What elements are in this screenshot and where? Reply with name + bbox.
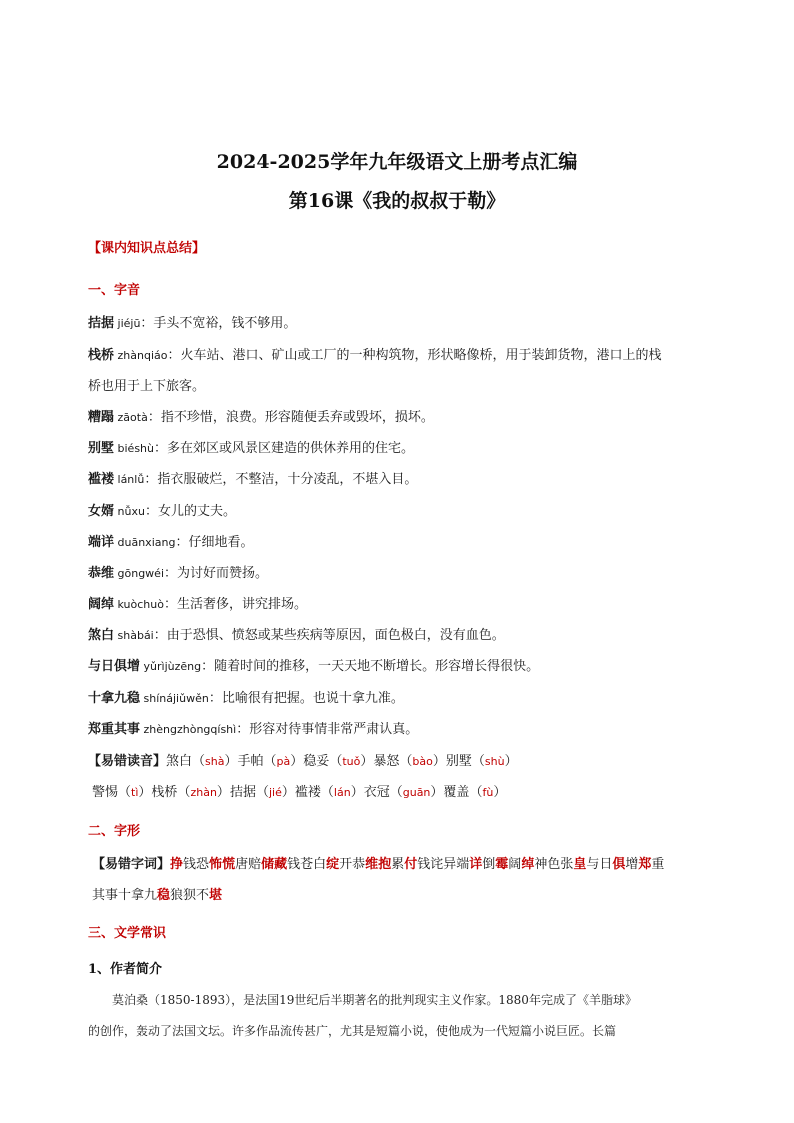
vocab-definition: ：仔细地看。 [175,535,254,550]
glyph-text: 神色张 [534,857,574,872]
vocab-pinyin: biéshù [114,442,154,455]
page-title: 2024-2025学年九年级语文上册考点汇编 [216,151,578,173]
vocab-pinyin: duānxiang [114,536,176,549]
vocab-pinyin: shàbái [114,629,154,642]
glyph-label: 【易错字词】 [92,857,171,872]
reading-word: 暴怒 [373,754,400,769]
reading-pinyin: jié [268,786,282,799]
vocab-item [88,406,434,425]
reading-word: 别墅 [445,754,472,769]
glyph-text: 唐赔 [235,857,262,872]
reading-pinyin: guān [402,786,431,799]
section-pronunciation-heading: 一、字音 [88,283,141,298]
glyph-text: 开恭 [339,857,366,872]
glyph-text: 狼狈不 [170,888,210,903]
glyph-highlight: 储 [261,857,275,872]
vocab-term: 栈桥 [88,348,115,363]
vocab-definition: ：指衣服破烂，不整洁，十分凌乱，不堪入目。 [144,472,418,487]
vocab-item [88,687,404,706]
reading-pinyin: shà [205,755,225,768]
vocab-item [88,312,296,331]
glyph-highlight: 郑 [638,857,652,872]
reading-pinyin: shù [484,755,505,768]
glyph-text: 与日 [586,857,613,872]
vocab-definition: ：指不珍惜，浪费。形容随便丢弃或毁坏，损坏。 [147,410,434,425]
reading-pinyin: zhàn [190,786,217,799]
author-subheading: 1、作者简介 [88,962,163,977]
glyph-items-1 [170,857,664,872]
glyph-highlight: 绰 [521,857,535,872]
glyph-text: 增 [625,857,639,872]
lesson-title: 第16课《我的叔叔于勒》 [288,190,506,212]
vocab-pinyin: gōngwéi [114,567,164,580]
reading-pinyin: bào [412,755,433,768]
glyph-text: 钱恐 [183,857,210,872]
glyph-text: 阔 [508,857,522,872]
glyph-items-2 [92,888,222,903]
vocab-term: 阔绰 [88,597,115,612]
vocab-item [88,375,205,394]
reading-word: 稳妥 [303,754,330,769]
glyph-highlight: 稳 [157,888,171,903]
vocab-pinyin: shínájiǔwěn [140,692,209,705]
glyph-highlight: 挣 [170,857,184,872]
author-paragraph-line: 的创作，轰动了法国文坛。许多作品流传甚广，尤其是短篇小说，使他成为一代短篇小说巨匠。长篇 [88,1024,617,1038]
vocab-item [88,500,236,519]
reading-word: 警惕 [92,785,119,800]
vocab-definition: ：多在郊区或风景区建造的供休养用的住宅。 [154,441,415,456]
section-glyph-heading: 二、字形 [88,824,141,839]
glyph-highlight: 皇 [573,857,587,872]
vocab-definition: ：由于恐惧、愤怒或某些疾病等原因，面色极白，没有血色。 [153,628,505,643]
reading-pinyin: lán [333,786,351,799]
reading-word: 拮据 [229,785,256,800]
vocab-pinyin: zhèngzhòngqíshì [140,723,237,736]
vocab-term: 郑重其事 [88,722,141,737]
reading-pinyin: fù [482,786,494,799]
glyph-line-2 [92,884,222,903]
reading-word: 栈桥 [151,785,178,800]
vocab-definition: 桥也用于上下旅客。 [88,379,206,394]
vocab-pinyin: kuòchuò [114,598,164,611]
vocab-item [88,624,505,643]
vocab-definition: ：随着时间的推移，一天天地不断增长。形容增长得很快。 [201,659,540,674]
vocab-definition: ：生活奢侈，讲究排场。 [163,597,307,612]
glyph-highlight: 抱 [378,857,392,872]
reading-line-2 [92,781,506,800]
glyph-text: 累 [391,857,405,872]
vocab-pinyin: jiéjū [114,317,141,330]
vocab-pinyin: zhànqiáo [114,349,168,362]
reading-word: 煞白 [166,754,193,769]
reading-word: 衣冠 [363,785,390,800]
reading-pinyin: pà [276,755,291,768]
vocab-item [88,531,253,550]
reading-items-1: 煞白（shà）手帕（pà）稳妥（tuǒ）暴怒（bào）别墅（shù） [166,754,518,769]
vocab-item [88,468,417,487]
vocab-pinyin: zāotà [114,411,148,424]
vocab-term: 十拿九稳 [88,691,141,706]
glyph-highlight: 藏 [274,857,288,872]
glyph-text: 钱苍白 [287,857,327,872]
reading-line-1 [88,750,518,769]
vocab-term: 端详 [88,535,115,550]
glyph-highlight: 详 [469,857,483,872]
vocab-definition: ：女儿的丈夫。 [144,504,236,519]
reading-items-2: 警惕（tì）栈桥（zhàn）拮据（jié）褴褛（lán）衣冠（guān）覆盖（fù） [92,785,507,800]
vocab-pinyin: lánlǚ [114,473,145,486]
reading-word: 覆盖 [443,785,470,800]
vocab-term: 别墅 [88,441,115,456]
reading-word: 褴褛 [294,785,321,800]
vocab-term: 女婿 [88,504,115,519]
vocab-term: 拮据 [88,316,115,331]
vocab-term: 恭维 [88,566,115,581]
glyph-highlight: 怖 [209,857,223,872]
reading-pinyin: tuǒ [342,755,361,768]
glyph-highlight: 绽 [326,857,340,872]
glyph-text: 倒 [482,857,496,872]
section-literature-heading: 三、文学常识 [88,926,167,941]
summary-heading: 【课内知识点总结】 [88,241,206,256]
glyph-text: 重 [651,857,665,872]
vocab-definition: ：形容对待事情非常严肃认真。 [236,722,419,737]
vocab-definition: ：火车站、港口、矿山或工厂的一种构筑物，形状略像桥，用于装卸货物，港口上的栈 [167,348,662,363]
reading-pinyin: tì [131,786,139,799]
vocab-item [88,562,268,581]
vocab-item [88,437,414,456]
glyph-text: 其事十拿九 [92,888,158,903]
vocab-definition: ：为讨好而赞扬。 [164,566,269,581]
glyph-highlight: 霉 [495,857,509,872]
vocab-item [88,344,662,363]
glyph-highlight: 维 [365,857,379,872]
vocab-definition: ：比喻很有把握。也说十拿九准。 [208,691,404,706]
glyph-line-1 [92,853,664,872]
vocab-term: 与日俱增 [88,659,141,674]
vocab-term: 褴褛 [88,472,115,487]
vocab-definition: ：手头不宽裕，钱不够用。 [140,316,297,331]
vocab-item [88,655,539,674]
glyph-highlight: 付 [404,857,418,872]
author-paragraph-line: 莫泊桑（1850-1893），是法国19世纪后半期著名的批判现实主义作家。1880年完成了《羊脂球》 [112,993,637,1007]
vocab-term: 煞白 [88,628,115,643]
glyph-highlight: 堪 [209,888,223,903]
glyph-text: 钱诧异端 [417,857,470,872]
vocab-pinyin: yǔrìjùzēng [140,660,202,673]
vocab-item [88,718,418,737]
vocab-pinyin: nǚxu [114,505,145,518]
vocab-term: 糟蹋 [88,410,115,425]
glyph-highlight: 俱 [612,857,626,872]
reading-label: 【易错读音】 [88,754,167,769]
vocab-item [88,593,307,612]
reading-word: 手帕 [237,754,264,769]
glyph-highlight: 慌 [222,857,236,872]
